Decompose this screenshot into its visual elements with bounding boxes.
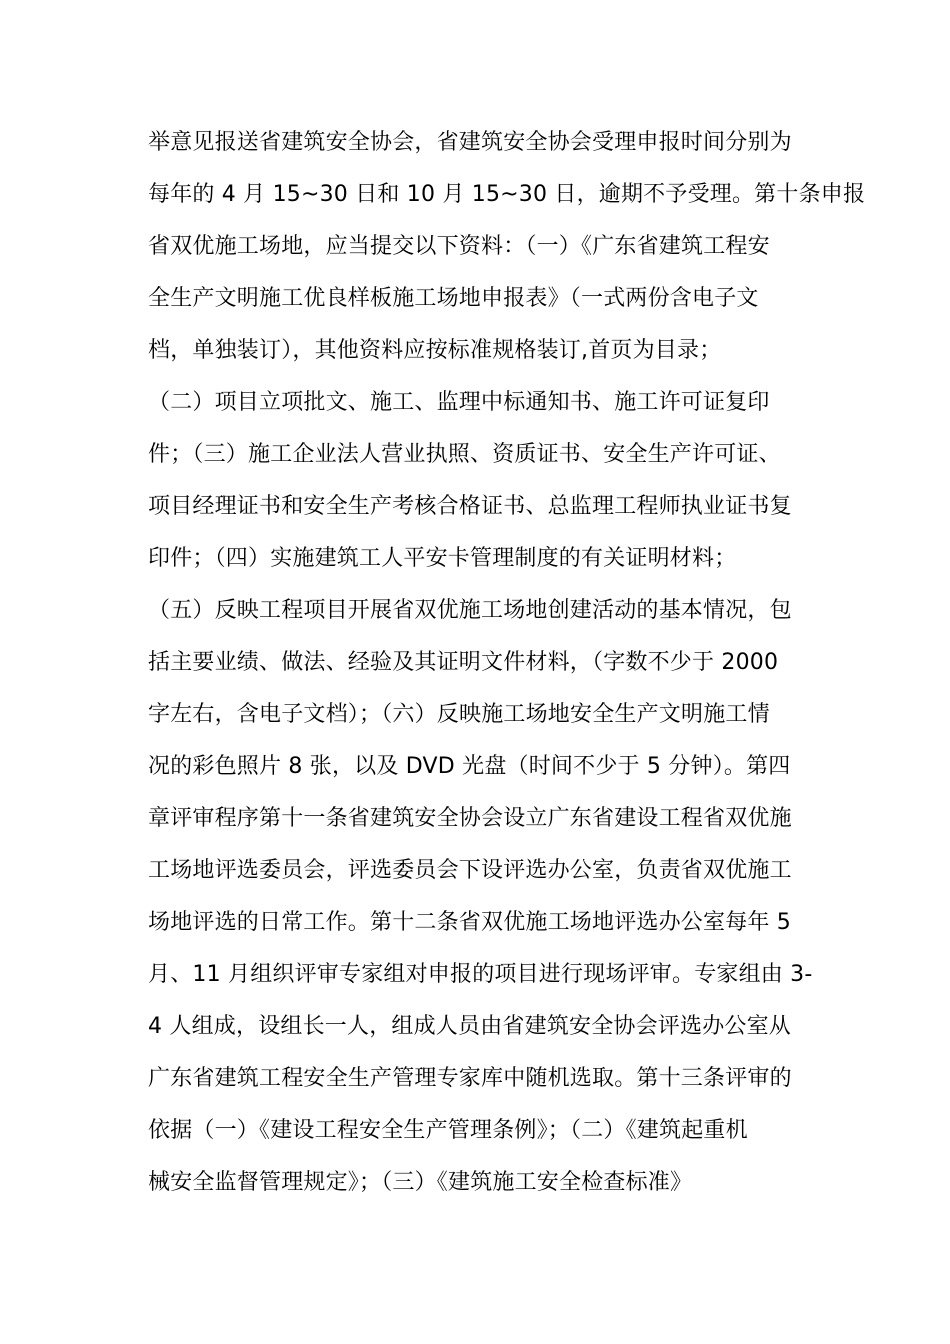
body-text [148,117,866,1209]
text-line: 印件；（四）实施建筑工人平安卡管理制度的有关证明材料； [148,546,737,571]
text-line: 依据（一）《建设工程安全生产管理条例》；（二）《建筑起重机 [148,1118,748,1143]
text-line: 括主要业绩、做法、经验及其证明文件材料，（字数不少于 2000 [148,650,779,675]
text-line: 广东省建筑工程安全生产管理专家库中随机选取。第十三条评审的 [148,1066,792,1091]
text-line: 全生产文明施工优良样板施工场地申报表》（一式两份含电子文 [148,286,759,311]
text-line: 械安全监督管理规定》；（三）《建筑施工安全检查标准》 [148,1170,693,1195]
text-line: 4 人组成，设组长一人，组成人员由省建筑安全协会评选办公室从 [148,1014,791,1039]
text-line: （二）项目立项批文、施工、监理中标通知书、施工许可证复印 [148,390,770,415]
text-line: 省双优施工场地，应当提交以下资料：（一）《广东省建筑工程安 [148,234,770,259]
text-line: 字左右，含电子文档）；（六）反映施工场地安全生产文明施工情 [148,702,770,727]
text-line: 项目经理证书和安全生产考核合格证书、总监理工程师执业证书复 [148,494,792,519]
text-line: （五）反映工程项目开展省双优施工场地创建活动的基本情况，包 [148,598,792,623]
text-line: 每年的 4 月 15~30 日和 10 月 15~30 日，逾期不予受理。第十条申报 [148,182,866,207]
text-line: 档，单独装订），其他资料应按标准规格装订,首页为目录； [148,338,722,363]
text-line: 件；（三）施工企业法人营业执照、资质证书、安全生产许可证、 [148,442,781,467]
text-line: 工场地评选委员会，评选委员会下设评选办公室，负责省双优施工 [148,858,792,883]
text-line: 场地评选的日常工作。第十二条省双优施工场地评选办公室每年 5 [148,910,791,935]
text-line: 况的彩色照片 8 张，以及 DVD 光盘（时间不少于 5 分钟）。第四 [148,754,791,779]
text-line: 章评审程序第十一条省建筑安全协会设立广东省建设工程省双优施 [148,806,792,831]
text-line: 举意见报送省建筑安全协会，省建筑安全协会受理申报时间分别为 [148,130,792,155]
text-line: 月、11 月组织评审专家组对申报的项目进行现场评审。专家组由 3- [148,962,813,987]
